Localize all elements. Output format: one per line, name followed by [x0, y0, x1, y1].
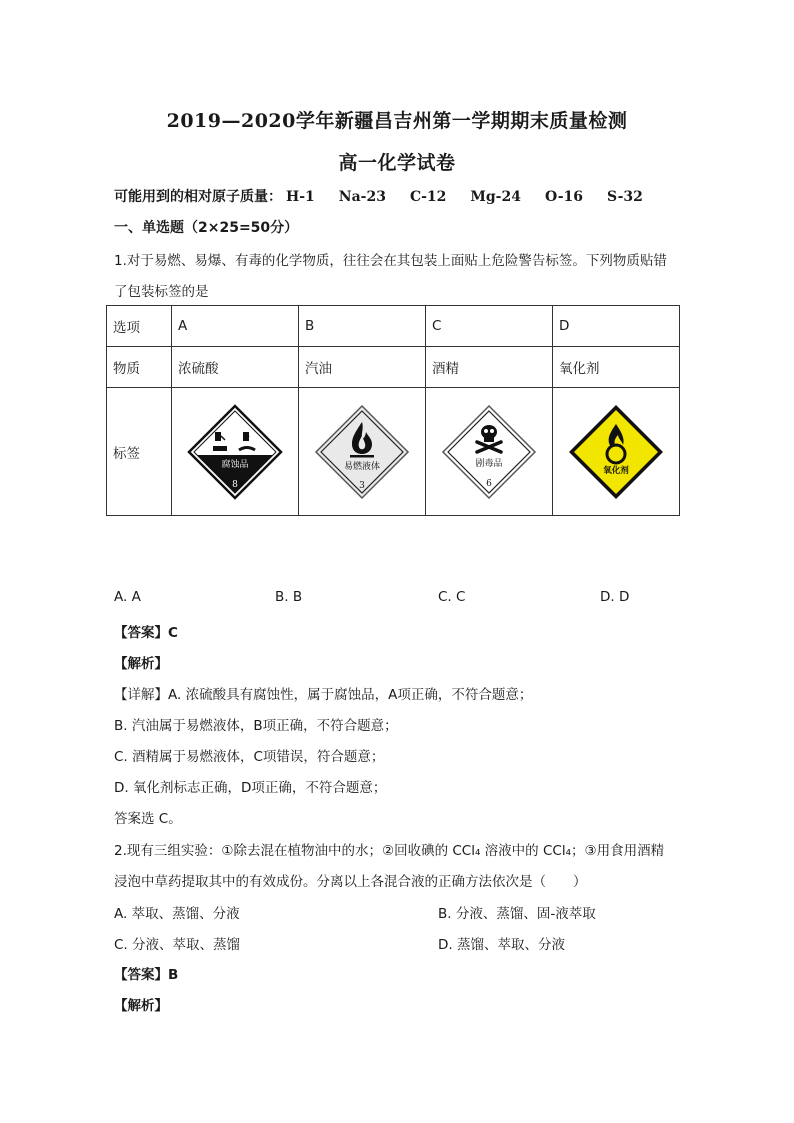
atomic-masses-label: 可能用到的相对原子质量： — [114, 189, 282, 205]
q1-choice-c: C. C — [438, 589, 466, 605]
corrosive-text: 腐蚀品 — [221, 459, 249, 470]
option-b: B — [299, 306, 426, 347]
q1-choice-b: B. B — [275, 589, 303, 605]
toxic-number: 6 — [486, 478, 492, 489]
q1-choice-d: D. D — [600, 589, 630, 605]
label-d-cell — [553, 388, 680, 516]
atomic-mass-item: Mg-24 — [470, 189, 521, 205]
q1-analysis-line: 答案选 C。 — [114, 811, 182, 827]
q2-choice-a: A. 萃取、蒸馏、分液 — [114, 906, 240, 922]
atomic-mass-item: C-12 — [409, 189, 447, 205]
q1-analysis-heading: 【解析】 — [114, 656, 168, 672]
q2-stem-line1: 2.现有三组实验：①除去混在植物油中的水；②回收碘的 CCl₄ 溶液中的 CCl₄；③用食用酒精 — [114, 843, 665, 859]
toxic-text: 剧毒品 — [475, 458, 503, 469]
q2-choice-c: C. 分液、萃取、蒸馏 — [114, 937, 241, 953]
corrosive-label-icon — [185, 402, 285, 502]
atomic-mass-item: Na-23 — [338, 189, 386, 205]
hazard-label-table — [106, 305, 680, 516]
row-header-option: 选项 — [107, 306, 172, 347]
table-row-labels — [107, 388, 680, 516]
oxidizer-label-icon — [566, 402, 666, 502]
q1-choice-a: A. A — [114, 589, 141, 605]
substance-d: 氧化剂 — [553, 347, 680, 388]
q2-stem-line2: 浸泡中草药提取其中的有效成份。分离以上各混合液的正确方法依次是（ ） — [114, 874, 587, 890]
row-header-substance: 物质 — [107, 347, 172, 388]
q1-analysis-line: B. 汽油属于易燃液体，B项正确，不符合题意； — [114, 718, 398, 734]
substance-b: 汽油 — [299, 347, 426, 388]
document-title: 2019—2020学年新疆昌吉州第一学期期末质量检测 — [166, 110, 628, 132]
table-row-options — [107, 306, 680, 347]
oxidizer-text: 氧化剂 — [603, 465, 629, 476]
substance-c: 酒精 — [426, 347, 553, 388]
label-a-cell — [172, 388, 299, 516]
document-subtitle: 高一化学试卷 — [338, 152, 456, 174]
q1-analysis-line: D. 氧化剂标志正确，D项正确，不符合题意； — [114, 780, 387, 796]
q2-analysis-heading: 【解析】 — [114, 998, 168, 1014]
q1-analysis-line: 【详解】A. 浓硫酸具有腐蚀性，属于腐蚀品，A项正确，不符合题意； — [114, 687, 533, 703]
atomic-mass-item: H-1 — [286, 189, 315, 205]
option-c: C — [426, 306, 553, 347]
corrosive-number: 8 — [232, 479, 238, 490]
atomic-masses-line — [114, 186, 643, 206]
atomic-mass-item: O-16 — [544, 189, 583, 205]
flammable-number: 3 — [359, 480, 365, 491]
substance-a: 浓硫酸 — [172, 347, 299, 388]
q2-choice-d: D. 蒸馏、萃取、分液 — [438, 937, 565, 953]
table-row-substances — [107, 347, 680, 388]
q2-choice-b: B. 分液、蒸馏、固-液萃取 — [438, 906, 596, 922]
q1-analysis-line: C. 酒精属于易燃液体，C项错误，符合题意； — [114, 749, 385, 765]
flammable-liquid-label-icon — [312, 402, 412, 502]
atomic-mass-item: S-32 — [607, 189, 643, 205]
section-heading: 一、单选题（2×25=50分） — [114, 220, 299, 236]
option-a: A — [172, 306, 299, 347]
row-header-label: 标签 — [107, 388, 172, 516]
q1-answer: 【答案】C — [114, 625, 178, 641]
q2-answer: 【答案】B — [114, 967, 179, 983]
option-d: D — [553, 306, 680, 347]
label-c-cell — [426, 388, 553, 516]
toxic-label-icon — [439, 402, 539, 502]
label-b-cell — [299, 388, 426, 516]
q1-stem-line2: 了包装标签的是 — [114, 284, 209, 300]
flammable-text: 易燃液体 — [343, 461, 381, 472]
q1-stem-line1: 1.对于易燃、易爆、有毒的化学物质，往往会在其包装上面贴上危险警告标签。下列物质贴错 — [114, 253, 667, 269]
